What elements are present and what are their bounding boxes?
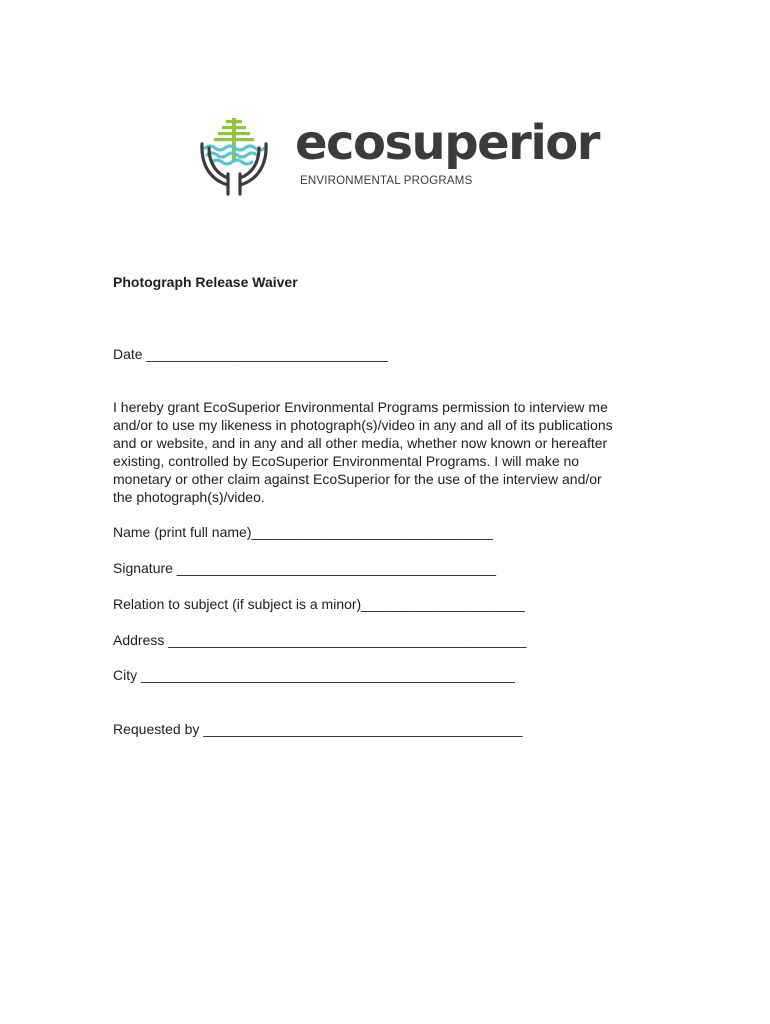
statement-line: existing, controlled by EcoSuperior Environmental Programs. I will make no [113,453,580,469]
name-field[interactable]: Name (print full name)_______________________________ [113,524,493,540]
release-statement [113,398,673,506]
city-field[interactable]: City ________________________________________________ [113,667,515,683]
ecosuperior-logo-icon [197,114,271,196]
statement-line: monetary or other claim against EcoSuperior for the use of the interview and/or [113,471,602,487]
statement-line: and or website, and in any and all other media, whether now known or hereafter [113,435,608,451]
date-field[interactable]: Date _______________________________ [113,346,388,362]
brand-name: ecosuperior [295,115,599,171]
signature-field[interactable]: Signature _________________________________________ [113,560,497,576]
requested-by-field[interactable]: Requested by _________________________________________ [113,721,523,737]
brand-tagline: ENVIRONMENTAL PROGRAMS [300,175,473,187]
relation-field[interactable]: Relation to subject (if subject is a minor)_____________________ [113,596,525,612]
statement-line: I hereby grant EcoSuperior Environmental Programs permission to interview me [113,399,608,415]
document-title: Photograph Release Waiver [113,274,298,290]
statement-line: and/or to use my likeness in photograph(s)/video in any and all of its publications [113,417,613,433]
statement-line: the photograph(s)/video. [113,489,265,505]
address-field[interactable]: Address ______________________________________________ [113,632,527,648]
